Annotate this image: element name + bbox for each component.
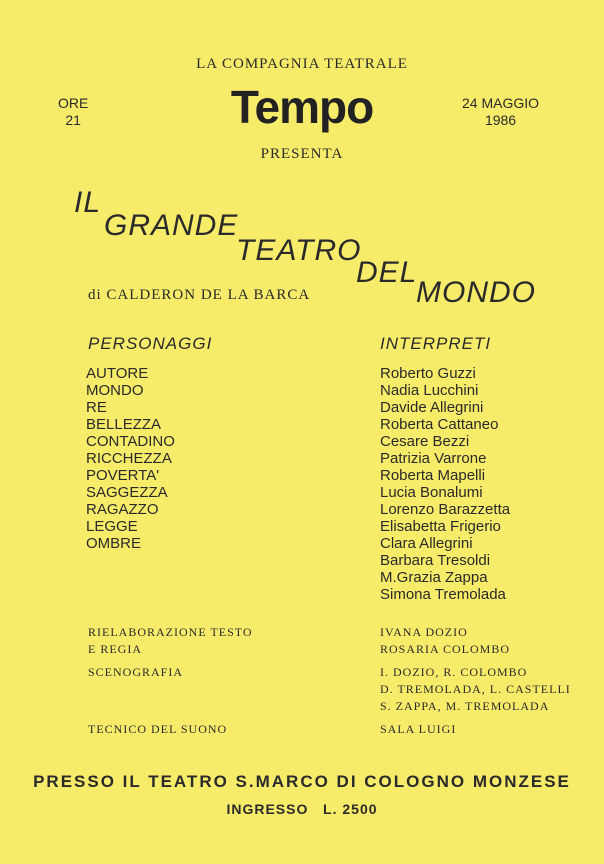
list-item: Clara Allegrini <box>380 535 473 552</box>
list-item: Roberta Mapelli <box>380 467 486 484</box>
adaptation-value-line1: IVANA DOZIO <box>380 625 468 639</box>
time-value: 21 <box>65 112 81 128</box>
list-item: Lucia Bonalumi <box>380 484 483 501</box>
title-word-mondo: MONDO <box>416 276 536 309</box>
adaptation-value <box>380 624 510 658</box>
company-line: LA COMPAGNIA TEATRALE <box>196 56 408 72</box>
list-item: OMBRE <box>86 535 142 552</box>
list-item: AUTORE <box>86 365 149 382</box>
list-item: Simona Tremolada <box>380 586 506 603</box>
list-item: POVERTA' <box>86 467 160 484</box>
list-item: Lorenzo Barazzetta <box>380 501 511 518</box>
list-item: Elisabetta Frigerio <box>380 518 501 535</box>
list-item: LEGGE <box>86 518 138 535</box>
scenography-value-line: I. DOZIO, R. COLOMBO <box>380 665 528 679</box>
list-item: Barbara Tresoldi <box>380 552 491 569</box>
adaptation-label-line1: RIELABORAZIONE TESTO <box>88 625 253 639</box>
scenography-value <box>380 664 571 715</box>
list-item: Roberto Guzzi <box>380 365 476 382</box>
show-date <box>462 95 539 129</box>
list-item: RE <box>86 399 107 416</box>
list-item: BELLEZZA <box>86 416 162 433</box>
list-item: Cesare Bezzi <box>380 433 470 450</box>
company-logo: Tempo <box>230 81 374 133</box>
adaptation-value-line2: ROSARIA COLOMBO <box>380 642 511 656</box>
venue-line: PRESSO IL TEATRO S.MARCO DI COLOGNO MONZESE <box>33 772 571 791</box>
author-line: di CALDERON DE LA BARCA <box>88 287 311 303</box>
title-word-del: DEL <box>356 256 418 289</box>
list-item: Nadia Lucchini <box>380 382 479 399</box>
title-word-il: IL <box>74 186 102 219</box>
admission-line: INGRESSO L. 2500 <box>226 801 378 817</box>
list-item: CONTADINO <box>86 433 175 450</box>
date-day-month: 24 MAGGIO <box>462 95 540 111</box>
adaptation-label-line2: E REGIA <box>88 642 142 656</box>
performers-heading: INTERPRETI <box>380 334 492 353</box>
list-item: Patrizia Varrone <box>380 450 487 467</box>
list-item: Roberta Cattaneo <box>380 416 499 433</box>
scenography-value-line: S. ZAPPA, M. TREMOLADA <box>380 699 550 713</box>
sound-value: SALA LUIGI <box>380 722 457 736</box>
time-label: ORE <box>58 95 89 111</box>
adaptation-label <box>88 624 253 658</box>
performers-list <box>380 365 510 603</box>
title-word-teatro: TEATRO <box>236 234 362 267</box>
sound-label: TECNICO DEL SUONO <box>88 722 228 736</box>
title-word-grande: GRANDE <box>104 209 239 242</box>
date-year: 1986 <box>484 112 517 128</box>
scenography-label: SCENOGRAFIA <box>88 665 184 679</box>
list-item: Davide Allegrini <box>380 399 484 416</box>
list-item: SAGGEZZA <box>86 484 168 501</box>
presents-line: PRESENTA <box>260 146 344 162</box>
list-item: RICCHEZZA <box>86 450 172 467</box>
list-item: M.Grazia Zappa <box>380 569 488 586</box>
scenography-value-line: D. TREMOLADA, L. CASTELLI <box>380 682 571 696</box>
list-item: RAGAZZO <box>86 501 159 518</box>
characters-heading: PERSONAGGI <box>88 334 213 353</box>
characters-list <box>86 365 175 552</box>
list-item: MONDO <box>86 382 144 399</box>
